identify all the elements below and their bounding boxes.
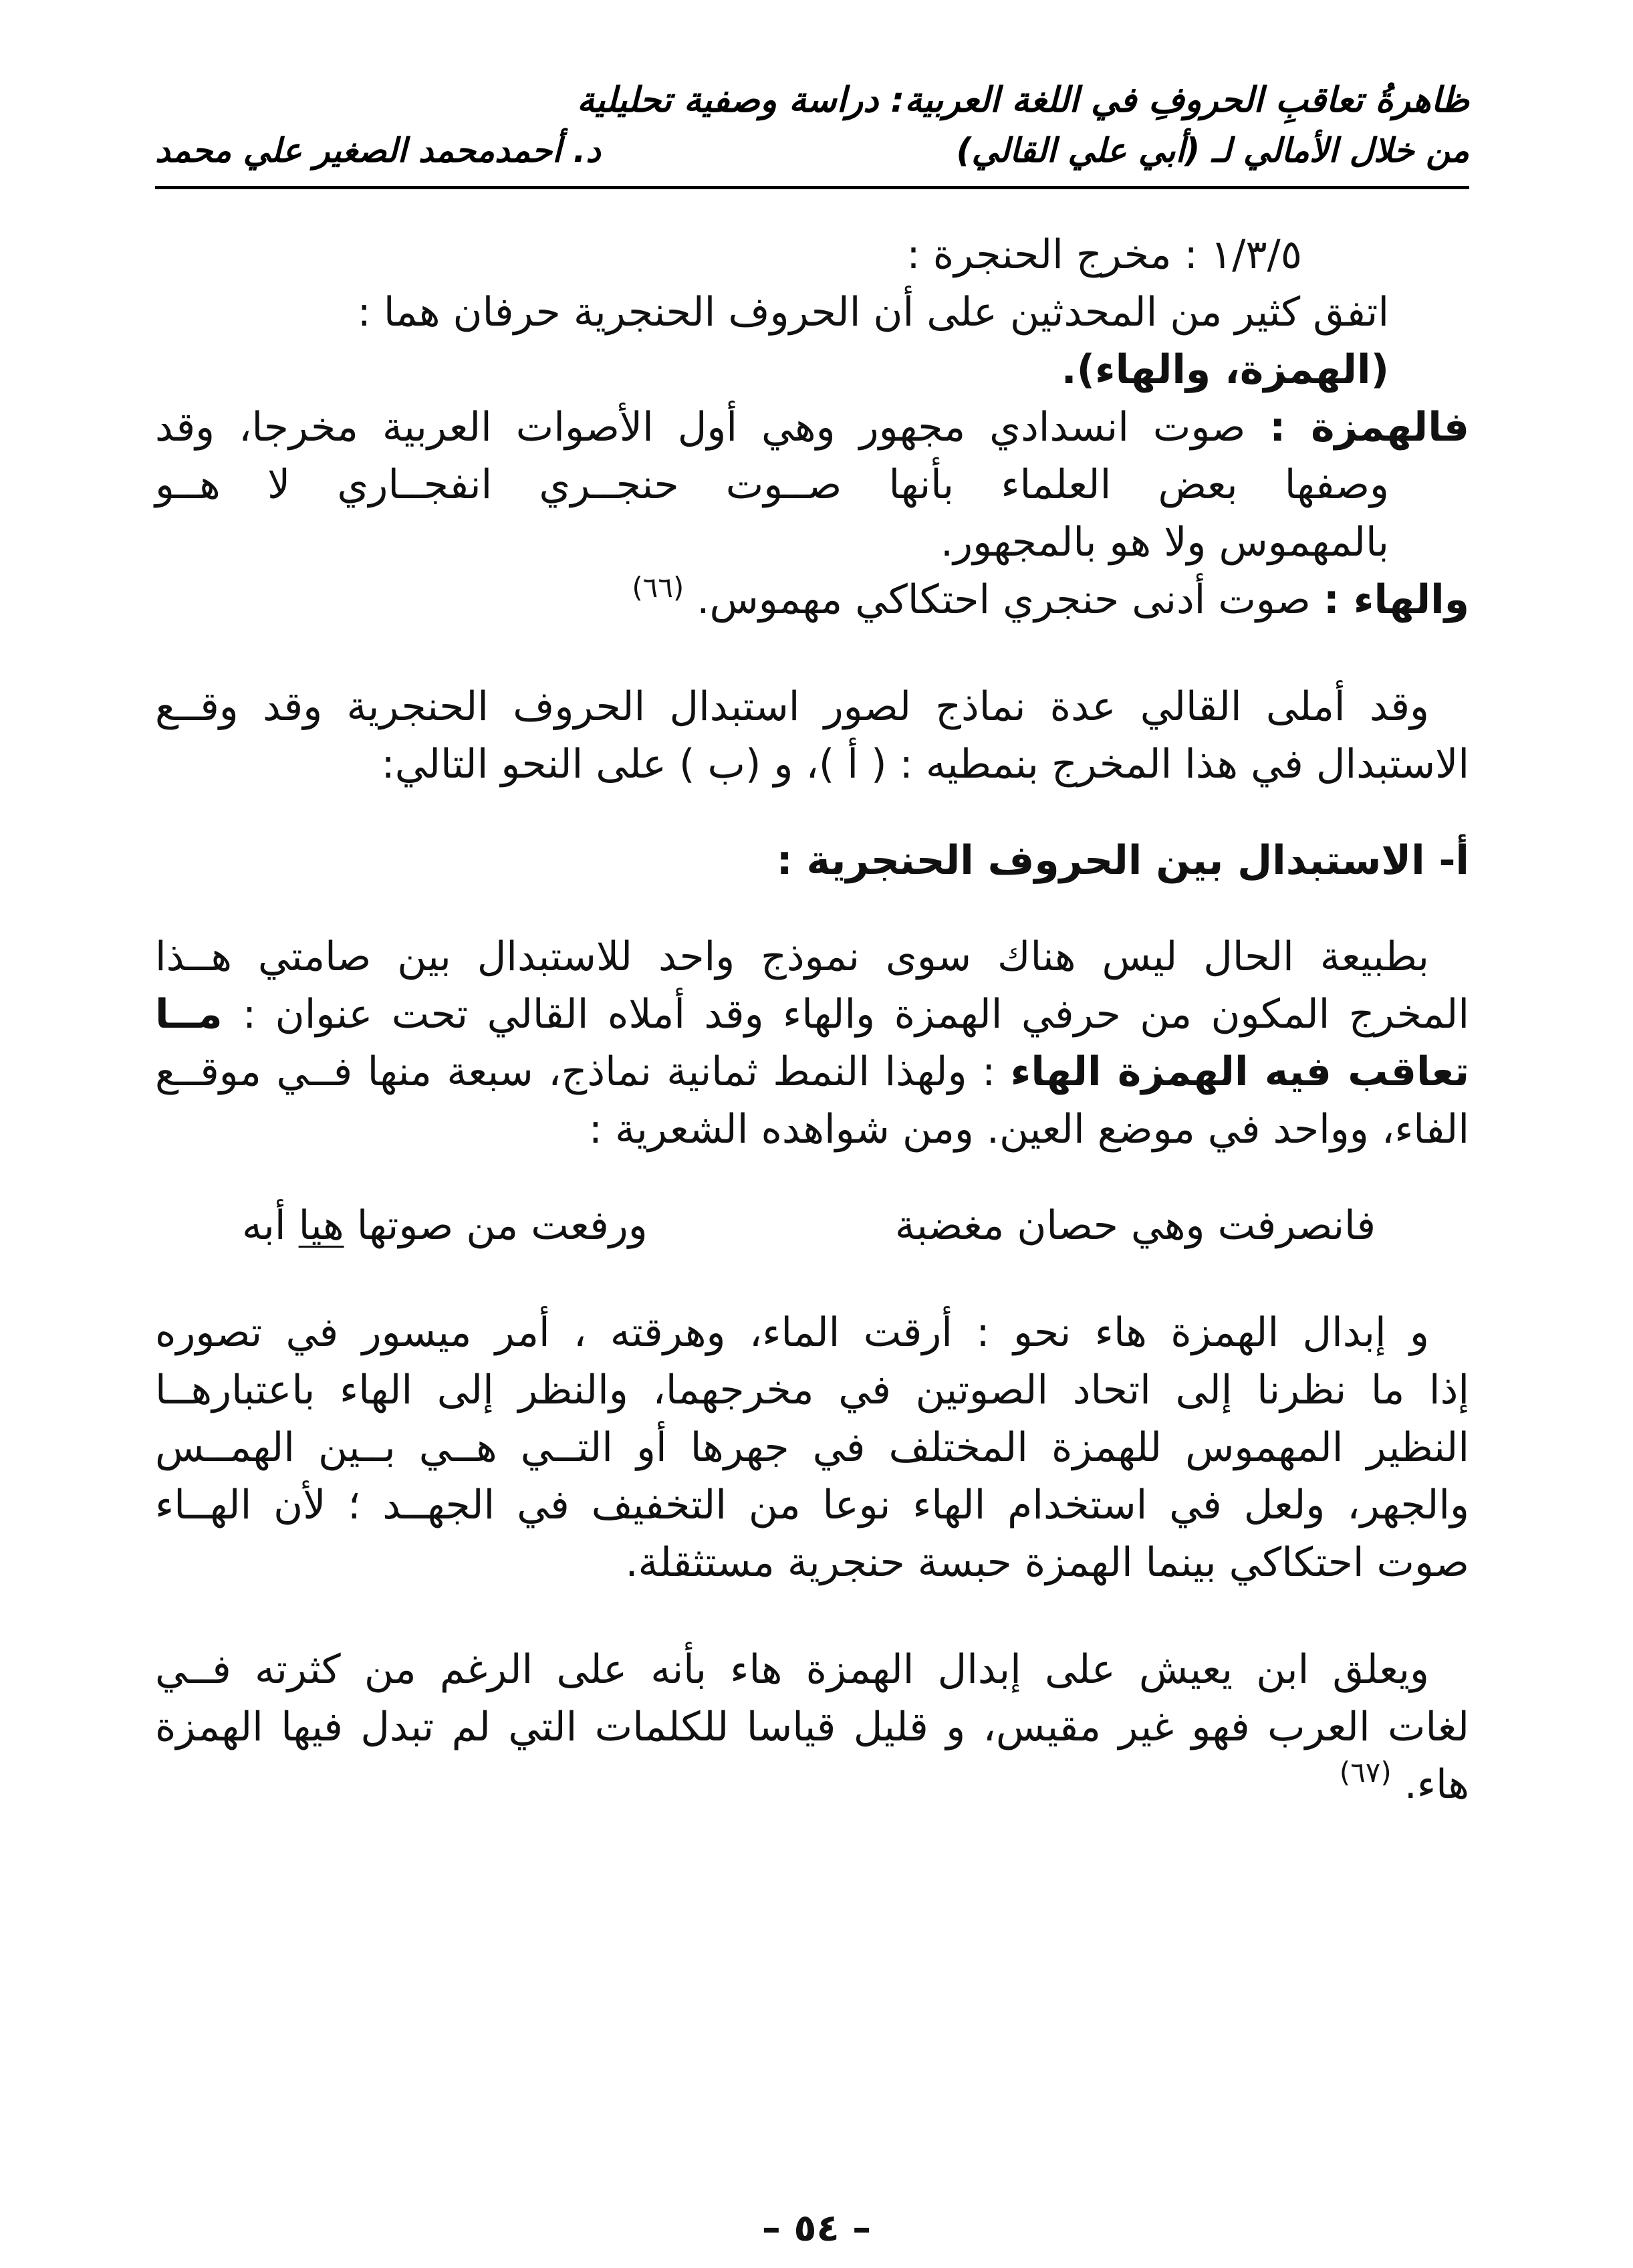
paragraph-line: [155, 986, 1469, 1043]
header-title: ظاهرةُ تعاقبِ الحروفِ في اللغة العربية: دراسة وصفية تحليلية: [577, 80, 1469, 120]
paragraph-line: بطبيعة الحال ليس هناك سوى نموذج واحد للاستبدال بين صامتي هــذا: [155, 933, 1429, 980]
paragraph-line: والجهر، ولعل في استخدام الهاء نوعا من التخفيف في الجهــد ؛ لأن الهــاء: [155, 1482, 1469, 1528]
paragraph-line: صوت احتكاكي بينما الهمزة حبسة حنجرية مستثقلة.: [625, 1539, 1469, 1586]
intro-letters: (الهمزة، والهاء).: [1061, 346, 1389, 393]
section-heading: ١/٣/٥ : مخرج الحنجرة :: [906, 231, 1302, 278]
paragraph-line: إذا ما نظرنا إلى اتحاد الصوتين في مخرجهما، والنظر إلى الهاء باعتبارهــا: [155, 1367, 1469, 1413]
footnote-marker: (٦٦): [632, 571, 684, 604]
paragraph-line: الفاء، وواحد في موضع العين. ومن شواهده الشعرية :: [588, 1106, 1469, 1153]
haa-text: صوت أدنى حنجري احتكاكي مهموس.: [697, 576, 1324, 623]
header-subtitle-row: [155, 126, 1469, 175]
running-header: [155, 75, 1469, 175]
verse-second-hemistich: [242, 1197, 648, 1254]
chapter-title-ref: مــا: [155, 991, 243, 1038]
paragraph-line: وقد أملى القالي عدة نماذج لصور استبدال الحروف الحنجرية وقد وقــع: [155, 683, 1429, 730]
hamza-term: فالهمزة :: [1269, 404, 1470, 451]
paragraph-line: [155, 1043, 1469, 1101]
hamza-definition-line: [155, 399, 1469, 456]
verse-text: أبه: [242, 1202, 299, 1249]
poetry-verse: [155, 1197, 1469, 1254]
paragraph-line: الاستبدال في هذا المخرج بنمطيه : ( أ )، و (ب ) على النحو التالي:: [381, 741, 1469, 788]
verse-first-hemistich: فانصرفت وهي حصان مغضبة: [894, 1202, 1376, 1249]
paragraph-line: و إبدال الهمزة هاء نحو : أرقت الماء، وهرقته ، أمر ميسور في تصوره: [155, 1309, 1429, 1356]
paragraph-line: النظير المهموس للهمزة المختلف في جهرها أو التــي هــي بــين الهمــس: [155, 1424, 1469, 1471]
paragraph-line: [155, 1756, 1469, 1813]
chapter-title-ref: تعاقب فيه الهمزة الهاء: [1010, 1048, 1469, 1095]
paragraph-line: لغات العرب فهو غير مقيس، و قليل قياسا للكلمات التي لم تبدل فيها الهمزة: [155, 1704, 1469, 1750]
paragraph-text: : ولهذا النمط ثمانية نماذج، سبعة منها فــي موقــع: [155, 1048, 1011, 1095]
intro-line: اتفق كثير من المحدثين على أن الحروف الحنجرية حرفان هما :: [357, 289, 1389, 336]
paragraph-line: ويعلق ابن يعيش على إبدال الهمزة هاء بأنه على الرغم من كثرته فــي: [155, 1646, 1429, 1693]
header-source: من خلال الأمالي لـ (أبي علي القالي): [956, 131, 1469, 170]
footnote-marker: (٦٧): [1339, 1756, 1392, 1789]
paragraph-text: المخرج المكون من حرفي الهمزة والهاء وقد أملاه القالي تحت عنوان :: [242, 991, 1469, 1038]
haa-definition-line: [155, 571, 1469, 629]
subheading: أ- الاستبدال بين الحروف الحنجرية :: [776, 837, 1469, 884]
hamza-definition-line: بالمهموس ولا هو بالمجهور.: [940, 519, 1389, 566]
page-number: – ٥٤ –: [761, 2206, 872, 2250]
haa-term: والهاء :: [1323, 576, 1469, 623]
paragraph-text: هاء.: [1404, 1761, 1469, 1808]
hamza-definition-line: وصفها بعض العلماء بأنها صــوت حنجــري انفجــاري لا هــو: [155, 461, 1389, 508]
header-author: د. أحمدمحمد الصغير علي محمد: [155, 131, 601, 170]
verse-text: ورفعت من صوتها: [344, 1202, 648, 1249]
header-divider: [155, 186, 1469, 189]
page-body: [155, 226, 1469, 1813]
hamza-text: صوت انسدادي مجهور وهي أول الأصوات العربية مخرجا، وقد: [155, 404, 1270, 451]
verse-underlined-word: هيا: [298, 1202, 344, 1249]
